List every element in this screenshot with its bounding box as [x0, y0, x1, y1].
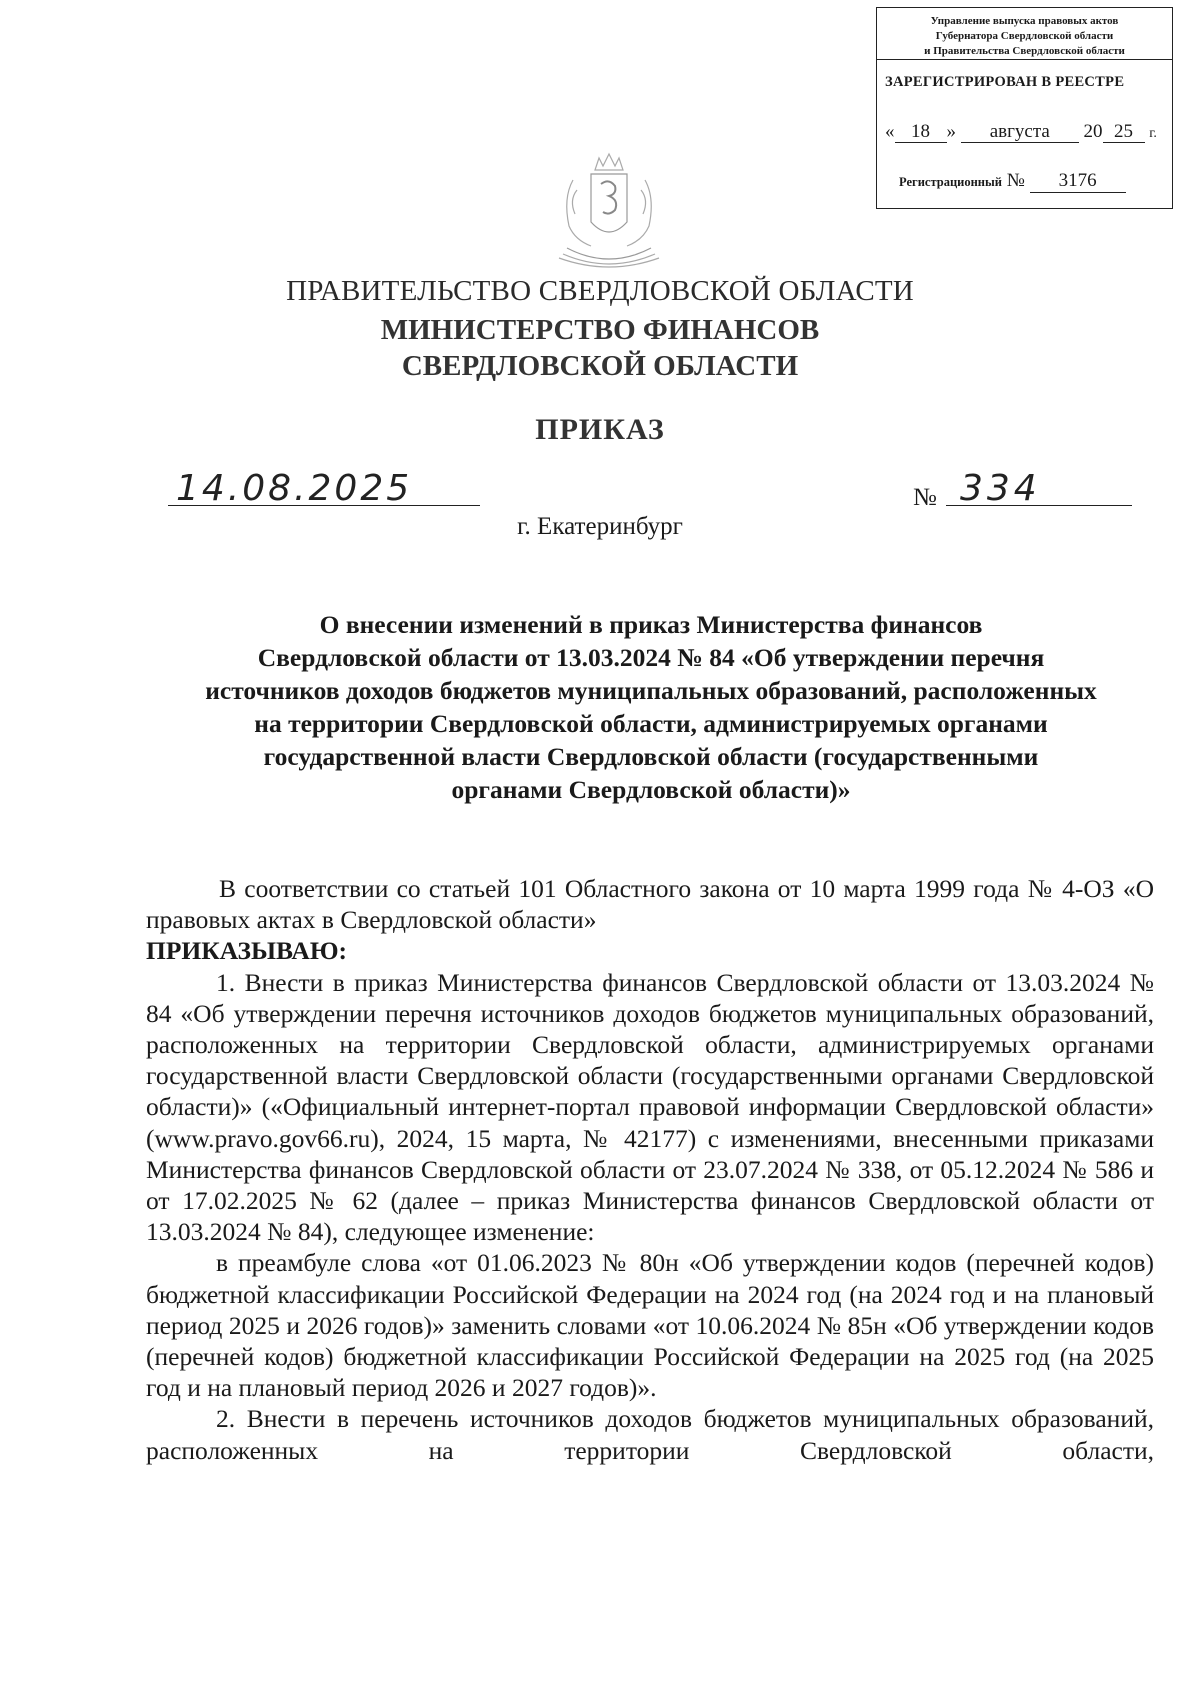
stamp-month: августа [961, 122, 1079, 143]
stamp-registered-label: ЗАРЕГИСТРИРОВАН В РЕЕСТРЕ [885, 74, 1125, 90]
stamp-day: 18 [895, 122, 947, 143]
stamp-reg-label: Регистрационный [899, 175, 1002, 189]
date-underline [168, 505, 480, 506]
coat-of-arms-icon [547, 150, 671, 268]
title-line: О внесении изменений в приказ Министерства финансов [319, 610, 983, 639]
city: г. Екатеринбург [517, 513, 683, 540]
order-number-label: № [913, 484, 937, 511]
stamp-header [877, 8, 1172, 60]
registration-stamp [876, 7, 1173, 209]
stamp-open-quote: « [885, 121, 895, 142]
preamble-paragraph: В соответствии со статьей 101 Областного закона от 10 марта 1999 года № 4-ОЗ «О правовых актах в Свердловской области» [146, 874, 1154, 935]
document-title [146, 608, 1156, 806]
stamp-header-line: Управление выпуска правовых актов [930, 15, 1119, 27]
title-line: Свердловской области от 13.03.2024 № 84 «Об утверждении перечня [257, 643, 1045, 672]
ministry-heading-line: МИНИСТЕРСТВО ФИНАНСОВ [380, 314, 820, 346]
stamp-year-suffix: 25 [1103, 122, 1145, 143]
item-2-paragraph: 2. Внести в перечень источников доходов бюджетов муниципальных образований, расположенных на территории Свердловской области, [146, 1404, 1154, 1465]
stamp-reg-value: 3176 [1030, 170, 1126, 193]
stamp-year-mark: г. [1149, 126, 1157, 141]
title-line: на территории Свердловской области, администрируемых органами [254, 709, 1048, 738]
order-word: ПРИКАЗЫВАЮ: [146, 936, 348, 966]
stamp-header-line: Губернатора Свердловской области [935, 30, 1114, 42]
number-underline [946, 505, 1132, 506]
stamp-num-sign: № [1006, 170, 1025, 191]
stamp-year-prefix: 20 [1083, 121, 1103, 142]
document-type: ПРИКАЗ [535, 413, 665, 446]
item-1-paragraph: 1. Внести в приказ Министерства финансов Свердловской области от 13.03.2024 № 84 «Об утверждении перечня источников доходов бюджетов муниципальных образований, расположенных на территории Свердловской области, администрируемых органами государственной власти Свердловской области (государственными органами Свердловской области)» («Официальный интернет-портал правовой информации Свердловской области» (www.pravo.gov66.ru), 2024, 15 марта, № 42177) с изменениями, внесенными приказами Министерства финансов Свердловской области от 23.07.2024 № 338, от 05.12.2024 № 586 и от 17.02.2025 № 62 (далее – приказ Министерства финансов Свердловской области от 13.03.2024 № 84), следующее изменение: [146, 967, 1154, 1247]
title-line: источников доходов бюджетов муниципальных образований, расположенных [205, 676, 1097, 705]
order-date: 14.08.2025 [176, 468, 413, 509]
government-heading: ПРАВИТЕЛЬСТВО СВЕРДЛОВСКОЙ ОБЛАСТИ [286, 275, 914, 307]
stamp-header-line: и Правительства Свердловской области [924, 45, 1125, 57]
stamp-date [885, 121, 1157, 143]
order-number: 334 [960, 468, 1041, 509]
stamp-close-quote: » [946, 121, 956, 142]
ministry-heading [0, 312, 1200, 384]
title-line: органами Свердловской области)» [451, 775, 851, 804]
title-line: государственной власти Свердловской области (государственными [263, 742, 1039, 771]
document-body [146, 873, 1154, 1466]
ministry-heading-line: СВЕРДЛОВСКОЙ ОБЛАСТИ [401, 350, 799, 382]
stamp-reg-number [899, 170, 1126, 193]
item-1-change-paragraph: в преамбуле слова «от 01.06.2023 № 80н «Об утверждении кодов (перечней кодов) бюджетной классификации Российской Федерации на 2024 год (на 2024 год и на плановый период 2025 и 2026 годов)» заменить словами «от 10.06.2024 № 85н «Об утверждении кодов (перечней кодов) бюджетной классификации Российской Федерации на 2025 год (на 2025 год и на плановый период 2026 и 2027 годов)». [146, 1248, 1154, 1403]
